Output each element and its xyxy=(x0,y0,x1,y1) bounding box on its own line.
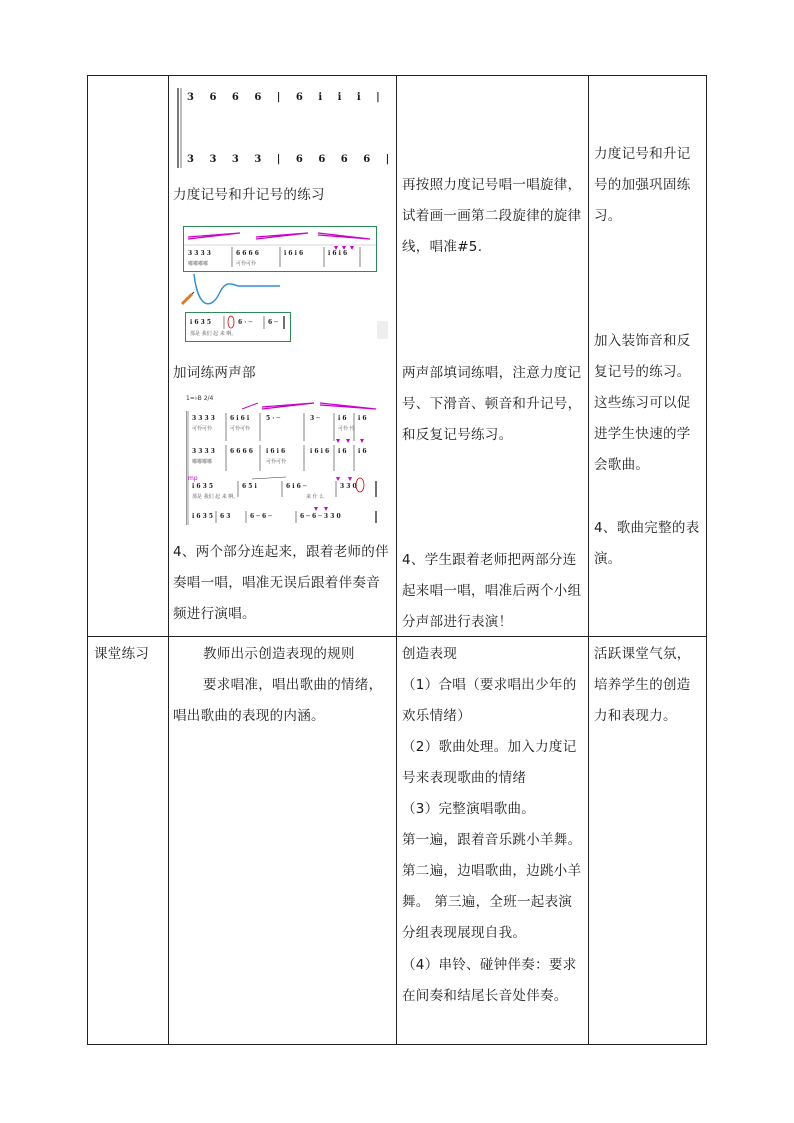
lyric-dudu: 嘟嘟嘟嘟 xyxy=(188,261,209,267)
pencil-icon xyxy=(182,292,194,304)
dynamic-mp: mp xyxy=(188,475,198,482)
creative-title: 创造表现 xyxy=(402,646,458,662)
lyric-kechi-2: 可怜可怜 xyxy=(192,426,213,432)
lyric-kechi-4: 可怜可怜 xyxy=(266,459,287,465)
creative-item-2: （2）歌曲处理。加入力度记号来表现歌曲的情绪 xyxy=(402,739,577,786)
lyric-kechi: 可怜可怜 xyxy=(236,261,257,267)
lyric-jiazi: 来 什 么 xyxy=(306,494,325,500)
class-atmosphere-text: 活跃课堂气氛，培养学生的创造力和表现力。 xyxy=(594,646,691,724)
creative-item-5: 第二遍，边唱歌曲，边跳小羊舞。 第三遍，全班一起表演 分组表现展现自我。 xyxy=(402,863,582,941)
creative-item-4: 第一遍，跟着音乐跳小羊舞。 xyxy=(402,832,582,848)
two-part-practice-text: 两声部填词练唱，注意力度记号、下滑音、顿音和升记号，和反复记号练习。 xyxy=(402,365,582,443)
score-key-signature: 1=♭B 2/4 xyxy=(186,395,214,402)
lyric-nashi-2: 那是 我们 起 来 啊。 xyxy=(192,494,239,500)
singing-dynamics-text: 再按照力度记号唱一唱旋律，试着画一画第二段旋律的旋律线，唱准#5. xyxy=(402,177,582,255)
creative-item-3: （3）完整演唱歌曲。 xyxy=(402,801,536,817)
heading-dynamics-practice: 力度记号和升记号的练习 xyxy=(173,187,325,203)
step-4-description: 4、两个部分连起来，跟着老师的伴奏唱一唱，唱准无误后跟着伴奏音频进行演唱。 xyxy=(173,544,389,622)
teacher-rules-line: 教师出示创造表现的规则 xyxy=(203,646,355,662)
melody-line-drawing xyxy=(180,272,290,312)
grace-note-score-image: i 6 3 5 6 · ─ 6 ─ 那是 我们 起 来 啊。 xyxy=(185,312,291,342)
reinforcement-text: 力度记号和升记号的加强巩固练习。 xyxy=(594,146,691,224)
column-divider-2 xyxy=(396,76,397,1044)
lyric-keshi: 可怜 怜 xyxy=(338,426,355,432)
watermark-stamp xyxy=(377,321,388,339)
student-performance-text: 4、学生跟着老师把两部分连起来唱一唱，唱准后两个小组分声部进行表演！ xyxy=(402,552,582,630)
column-divider-3 xyxy=(588,76,589,1044)
score-line-1: 3 6 6 6 | 6 i i i | xyxy=(187,92,386,103)
creative-item-6: （4）串铃、碰钟伴奏：要求在间奏和结尾长音处伴奏。 xyxy=(402,957,577,1004)
heading-two-part-lyrics: 加词练两声部 xyxy=(173,365,256,381)
ornament-practice-text: 加入装饰音和反复记号的练习。这些练习可以促进学生快速的学会歌曲。 xyxy=(594,333,691,473)
row-divider xyxy=(88,636,706,637)
score-line-2: 3 3 3 3 | 6 6 6 6 | xyxy=(187,154,396,165)
full-performance-text: 4、歌曲完整的表演。 xyxy=(594,520,700,567)
notation-excerpt-1 xyxy=(175,86,396,168)
lyric-dudu-2: 嘟嘟嘟嘟 xyxy=(192,459,213,465)
requirements-text: 要求唱准，唱出歌曲的情绪，唱出歌曲的表现的内涵。 xyxy=(173,677,383,724)
lyric-kechi-3: 可怜可怜 xyxy=(230,426,251,432)
creative-item-1: （1）合唱（要求唱出少年的欢乐情绪） xyxy=(402,677,577,724)
section-label-class-practice: 课堂练习 xyxy=(94,646,150,662)
column-divider-1 xyxy=(168,76,169,1044)
two-part-score-image: 1=♭B 2/4 3 3 3 3 6 i 6 i 5 · ─ 3 ─ i 6 i 6 可怜可怜 可怜可怜 可怜 怜 3 3 3 3 6 6 6 6 i 6 i 6 i 6 i 6 i 6 i 6 嘟嘟嘟嘟 可怜可怜 mp i 6 3 5 6 5 i 6 i 6 ─ 3 3 0 那是 我们 起 来 啊。 来 什 么 i 6 3 5 6 3 6 ─ 6 ─ 6 ─ 6 ─ 3 3 0 xyxy=(186,393,380,525)
lyric-nashi: 那是 我们 起 来 啊。 xyxy=(190,331,237,337)
dynamics-score-image: 3 3 3 3 6 6 6 6 i 6 i 6 i 6 i 6 嘟嘟嘟嘟 可怜可怜 xyxy=(183,226,377,272)
